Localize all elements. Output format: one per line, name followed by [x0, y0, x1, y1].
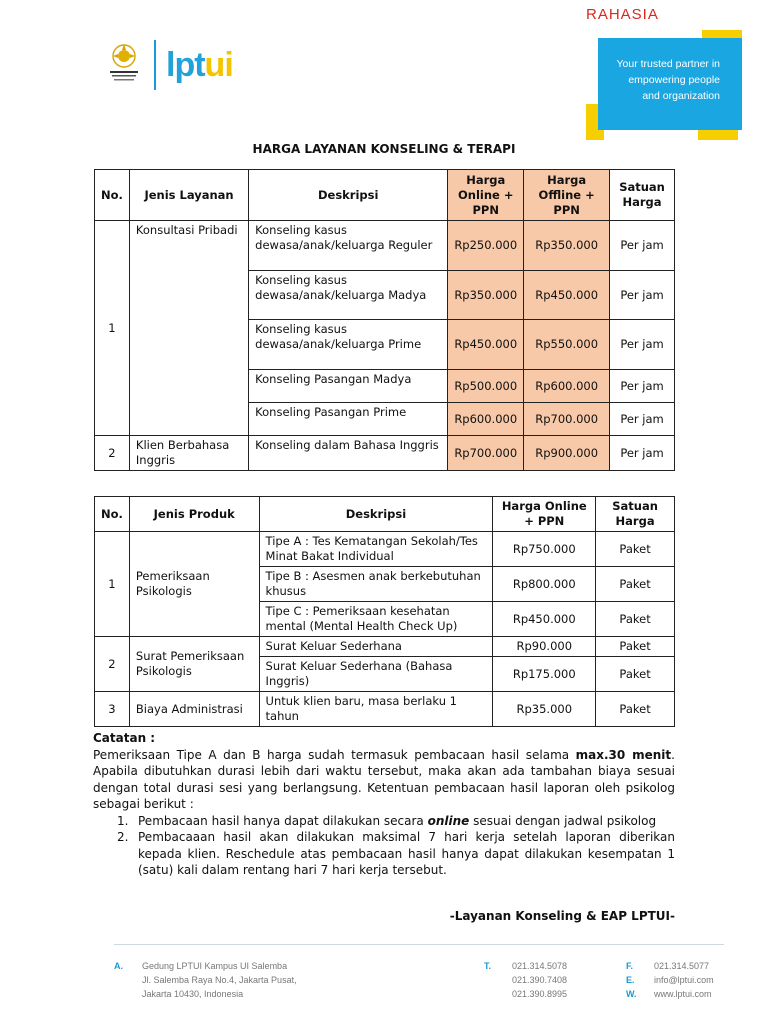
- product-type: Biaya Administrasi: [129, 692, 259, 727]
- tagline: Your trusted partner in empowering people and organization: [616, 58, 720, 102]
- col-header: No.: [95, 497, 130, 532]
- footer-contact: F. 021.314.5077 E. info@lptui.com W. www.lptui.com: [626, 961, 714, 999]
- row-number: 2: [95, 436, 130, 471]
- price-offline: Rp450.000: [524, 271, 610, 320]
- description: Surat Keluar Sederhana: [259, 637, 493, 657]
- price-online: Rp700.000: [448, 436, 524, 471]
- signoff: -Layanan Konseling & EAP LPTUI-: [449, 909, 675, 923]
- col-header: Jenis Layanan: [129, 170, 248, 221]
- description: Tipe B : Asesmen anak berkebutuhan khusus: [259, 567, 493, 602]
- confidential-label: RAHASIA: [586, 6, 659, 23]
- table-row: [95, 221, 675, 271]
- price: Rp35.000: [493, 692, 596, 727]
- table-row: [95, 436, 675, 471]
- col-header: Satuan Harga: [596, 497, 675, 532]
- price: Rp90.000: [493, 637, 596, 657]
- price-offline: Rp350.000: [524, 221, 610, 271]
- col-header: Deskripsi: [249, 170, 448, 221]
- description: Konseling kasus dewasa/anak/keluarga Reguler: [249, 221, 448, 271]
- price: Rp450.000: [493, 602, 596, 637]
- price-online: Rp250.000: [448, 221, 524, 271]
- price-online: Rp500.000: [448, 370, 524, 403]
- price-unit: Paket: [596, 567, 675, 602]
- row-number: 1: [95, 221, 130, 436]
- col-header: Harga Offline + PPN: [524, 170, 610, 221]
- description: Tipe C : Pemeriksaan kesehatan mental (Mental Health Check Up): [259, 602, 493, 637]
- price-unit: Paket: [596, 532, 675, 567]
- row-number: 2: [95, 637, 130, 692]
- website-link[interactable]: www.lptui.com: [654, 989, 712, 999]
- price: Rp800.000: [493, 567, 596, 602]
- table-row: [95, 692, 675, 727]
- price-unit: Per jam: [610, 436, 675, 471]
- description: Konseling kasus dewasa/anak/keluarga Prime: [249, 320, 448, 370]
- notes-section: [93, 730, 675, 879]
- description: Konseling dalam Bahasa Inggris: [249, 436, 448, 471]
- row-number: 1: [95, 532, 130, 637]
- university-seal-icon: [106, 40, 142, 90]
- description: Konseling Pasangan Prime: [249, 403, 448, 436]
- list-item: 1. Pembacaan hasil hanya dapat dilakukan secara online sesuai dengan jadwal psikolog: [117, 813, 657, 828]
- logo: [106, 38, 233, 92]
- price-offline: Rp900.000: [524, 436, 610, 471]
- footer-phone: T. 021.314.5078 021.390.7408 021.390.8995: [484, 961, 568, 999]
- price-unit: Per jam: [610, 221, 675, 271]
- description: Konseling Pasangan Madya: [249, 370, 448, 403]
- product-type: Pemeriksaan Psikologis: [129, 532, 259, 637]
- notes-heading: Catatan :: [93, 731, 156, 745]
- price-unit: Paket: [596, 657, 675, 692]
- price: Rp750.000: [493, 532, 596, 567]
- counseling-price-table: [94, 169, 675, 471]
- description: Tipe A : Tes Kematangan Sekolah/Tes Minat Bakat Individual: [259, 532, 493, 567]
- price-unit: Paket: [596, 637, 675, 657]
- footer-address: A. Gedung LPTUI Kampus UI Salemba Jl. Salemba Raya No.4, Jakarta Pusat, Jakarta 10430, Indonesia: [114, 961, 297, 999]
- col-header: Harga Online + PPN: [448, 170, 524, 221]
- price: Rp175.000: [493, 657, 596, 692]
- price-unit: Per jam: [610, 370, 675, 403]
- price-unit: Paket: [596, 602, 675, 637]
- table-row: [95, 532, 675, 567]
- assessment-price-table: [94, 496, 675, 727]
- price-offline: Rp600.000: [524, 370, 610, 403]
- page-title: HARGA LAYANAN KONSELING & TERAPI: [252, 142, 516, 156]
- price-online: Rp600.000: [448, 403, 524, 436]
- price-unit: Per jam: [610, 403, 675, 436]
- description: Untuk klien baru, masa berlaku 1 tahun: [259, 692, 493, 727]
- lptui-wordmark: lptui: [166, 45, 233, 84]
- col-header: Satuan Harga: [610, 170, 675, 221]
- email-link[interactable]: info@lptui.com: [654, 975, 714, 985]
- product-type: Surat Pemeriksaan Psikologis: [129, 637, 259, 692]
- description: Konseling kasus dewasa/anak/keluarga Madya: [249, 271, 448, 320]
- price-online: Rp450.000: [448, 320, 524, 370]
- price-unit: Paket: [596, 692, 675, 727]
- footer-divider: [114, 944, 724, 945]
- price-unit: Per jam: [610, 271, 675, 320]
- price-offline: Rp550.000: [524, 320, 610, 370]
- list-item: 2. Pembacaaan hasil akan dilakukan maksimal 7 hari kerja setelah laporan diberikan kepada klien. Reschedule atas pembacaan hasil hanya dapat dilakukan kesempatan 1 (satu) kali dalam rentang hari 7 hari kerja tersebut.: [117, 830, 675, 877]
- row-number: 3: [95, 692, 130, 727]
- col-header: Jenis Produk: [129, 497, 259, 532]
- col-header: No.: [95, 170, 130, 221]
- logo-divider: [154, 40, 156, 90]
- price-online: Rp350.000: [448, 271, 524, 320]
- col-header: Deskripsi: [259, 497, 493, 532]
- table-row: [95, 637, 675, 657]
- service-type: Klien Berbahasa Inggris: [129, 436, 248, 471]
- service-type: Konsultasi Pribadi: [129, 221, 248, 436]
- price-offline: Rp700.000: [524, 403, 610, 436]
- description: Surat Keluar Sederhana (Bahasa Inggris): [259, 657, 493, 692]
- col-header: Harga Online + PPN: [493, 497, 596, 532]
- notes-paragraph: Pemeriksaan Tipe A dan B harga sudah termasuk pembacaan hasil selama max.30 menit. Apabila dibutuhkan durasi lebih dari waktu tersebut, maka akan ada tambahan biaya sesuai dengan total durasi sesi yang berlangsung. Ketentuan pembacaan hasil laporan oleh psikolog sebagai berikut :: [93, 747, 675, 811]
- notes-list: [93, 813, 675, 879]
- price-unit: Per jam: [610, 320, 675, 370]
